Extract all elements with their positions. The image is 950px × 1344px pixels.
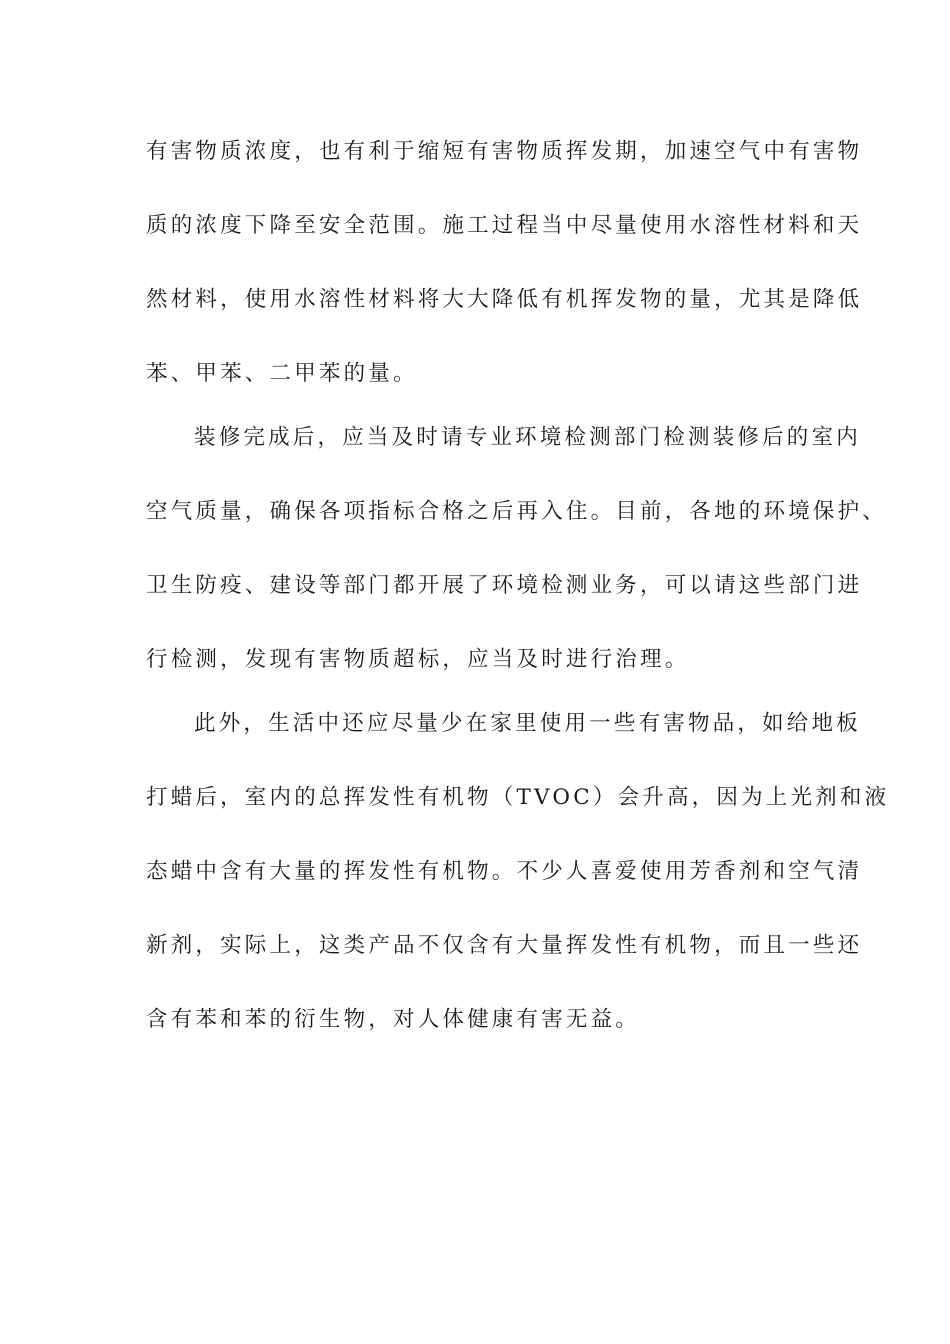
text-line: 卫生防疫、建设等部门都开展了环境检测业务，可以请这些部门进 bbox=[146, 573, 863, 598]
paragraph-first-line: 装修完成后，应当及时请专业环境检测部门检测装修后的室内 bbox=[194, 425, 861, 450]
text-line: 空气质量，确保各项指标合格之后再入住。目前，各地的环境保护、 bbox=[146, 499, 888, 524]
text-line: 有害物质浓度，也有利于缩短有害物质挥发期，加速空气中有害物 bbox=[146, 139, 863, 164]
text-line: 行检测，发现有害物质超标，应当及时进行治理。 bbox=[146, 647, 690, 672]
text-line: 打蜡后，室内的总挥发性有机物（TVOC）会升高，因为上光剂和液 bbox=[146, 785, 890, 810]
text-line: 苯、甲苯、二甲苯的量。 bbox=[146, 361, 418, 386]
text-line: 含有苯和苯的衍生物，对人体健康有害无益。 bbox=[146, 1007, 641, 1032]
text-line: 态蜡中含有大量的挥发性有机物。不少人喜爱使用芳香剂和空气清 bbox=[146, 859, 863, 884]
text-line: 然材料，使用水溶性材料将大大降低有机挥发物的量，尤其是降低 bbox=[146, 287, 863, 312]
text-line: 新剂，实际上，这类产品不仅含有大量挥发性有机物，而且一些还 bbox=[146, 933, 863, 958]
text-line: 质的浓度下降至安全范围。施工过程当中尽量使用水溶性材料和天 bbox=[146, 213, 863, 238]
paragraph-first-line: 此外，生活中还应尽量少在家里使用一些有害物品，如给地板 bbox=[194, 711, 861, 736]
